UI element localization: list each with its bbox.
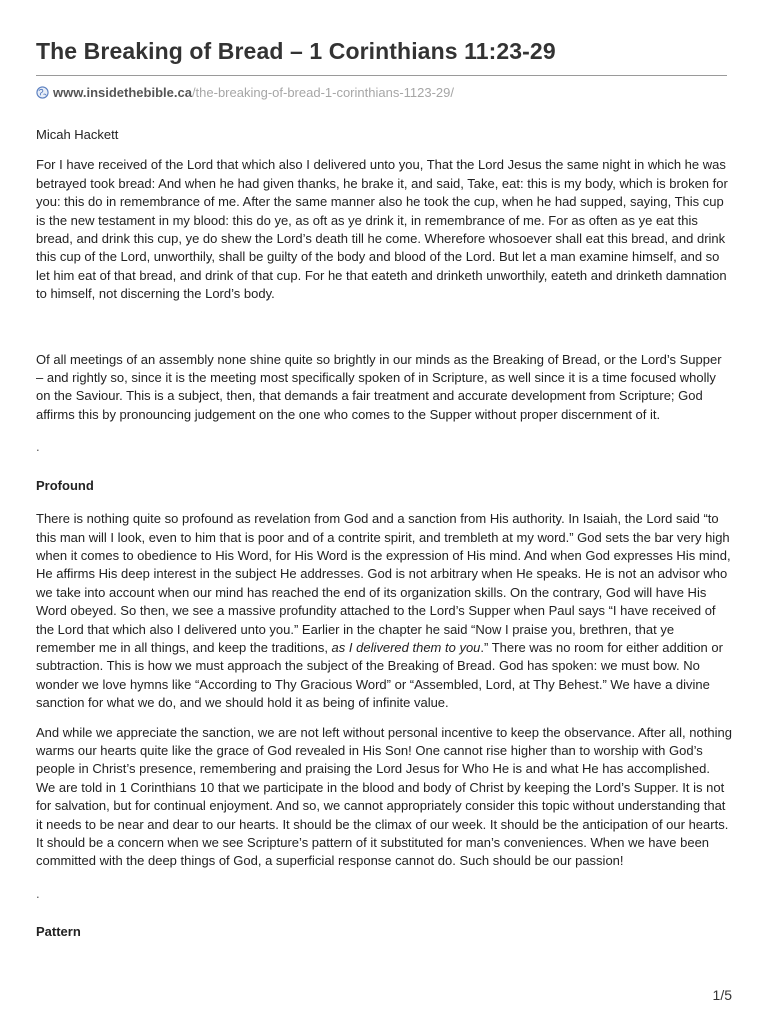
source-path[interactable]: /the-breaking-of-bread-1-corinthians-1123-29/ xyxy=(191,85,455,100)
intro-paragraph: Of all meetings of an assembly none shine quite so brightly in our minds as the Breaking of Bread, or the Lord’s Supper – and rightly so, since it is the meeting most specifically spoken of in Scripture, as well since it is a time focused wholly on the Saviour. This is a subject, then, that demands a fair treatment and accurate development from Scripture; God affirms this by pronouncing judgement on the one who comes to the Supper without proper discernment of it. xyxy=(36,351,722,422)
article-body xyxy=(36,126,732,957)
page-title: The Breaking of Bread – 1 Corinthians 11:23-29 xyxy=(36,38,556,64)
profound-paragraph-2: And while we appreciate the sanction, we are not left without personal incentive to keep the observance. After all, nothing warms our hearts quite like the grace of God revealed in His Son! One cannot rise higher than to worship with God’s people in Christ’s presence, remembering and praising the Lord Jesus for Who He is and what He has accomplished. We are told in 1 Corinthians 10 that we participate in the blood and body of Christ by keeping the Lord’s Supper. It is not for salvation, but for continual enjoyment. And so, we cannot appropriately consider this topic without understanding that it needs to be near and dear to our hearts. It should be the climax of our week. It should be the anticipation of our hearts. It should be a concern when we see Scripture’s pattern of it substituted for man’s conveniences. When we have been committed with the deep things of God, a superficial response cannot do. Such should be our passion! xyxy=(36,724,732,869)
separator-dot: . xyxy=(36,439,40,455)
profound-p1-emphasis: as I delivered them to you xyxy=(331,639,481,655)
title-divider xyxy=(36,75,727,76)
separator-dot: . xyxy=(36,885,40,901)
scripture-passage: For I have received of the Lord that which also I delivered unto you, That the Lord Jesus the same night in which he was betrayed took bread: And when he had given thanks, he brake it, and said, Take, eat: this is my body, which is broken for you: this do in remembrance of me. After the same manner also he took the cup, when he had supped, saying, This cup is the new testament in my blood: this do ye, as oft as ye drink it, in remembrance of me. For as often as ye eat this bread, and drink this cup, ye do shew the Lord’s death till he come. Wherefore whosoever shall eat this bread, and drink this cup of the Lord, unworthily, shall be guilty of the body and blood of the Lord. But let a man examine himself, and so let him eat of that bread, and drink of that cup. For he that eateth and drinketh unworthily, eateth and drinketh damnation to himself, not discerning the Lord’s body. xyxy=(36,157,728,302)
globe-icon xyxy=(36,86,49,99)
author-name: Micah Hackett xyxy=(36,127,119,142)
section-heading-profound: Profound xyxy=(36,477,94,493)
profound-paragraph-1 xyxy=(36,510,732,712)
source-url[interactable] xyxy=(36,85,454,100)
profound-p1-text-end: .” There was no room for either addition or subtraction. This is how we must approach the subject of the Breaking of Bread. God has spoken: we must bow. No wonder we love hymns like “According to Thy Gracious Word” or “Assembled, Lord, at Thy Behest.” We have a divine sanction for what we do, and we should hold it as being of infinite value. xyxy=(36,639,723,711)
profound-p1-text: There is nothing quite so profound as revelation from God and a sanction from His authority. In Isaiah, the Lord said “to this man will I look, even to him that is poor and of a contrite spirit, and trembleth at my word.” God sets the bar very high when it comes to obedience to His Word, for His Word is the expression of His mind. And when God expresses His mind, He affirms His deep interest in the subject He addresses. God is not arbitrary when He speaks. He is not an advisor who we take into account when our mind has reached the end of its organization skills. On the contrary, God will have His Word obeyed. So then, we see a massive profundity attached to the Lord’s Supper when Paul says “I have received of the Lord that which also I delivered unto you.” Earlier in the chapter he said “Now I praise you, brethren, that ye remember me in all things, and keep the traditions, xyxy=(36,511,731,655)
source-domain[interactable]: www.insidethebible.ca xyxy=(53,85,192,100)
section-heading-pattern: Pattern xyxy=(36,924,81,940)
page-number: 1/5 xyxy=(712,987,732,1003)
